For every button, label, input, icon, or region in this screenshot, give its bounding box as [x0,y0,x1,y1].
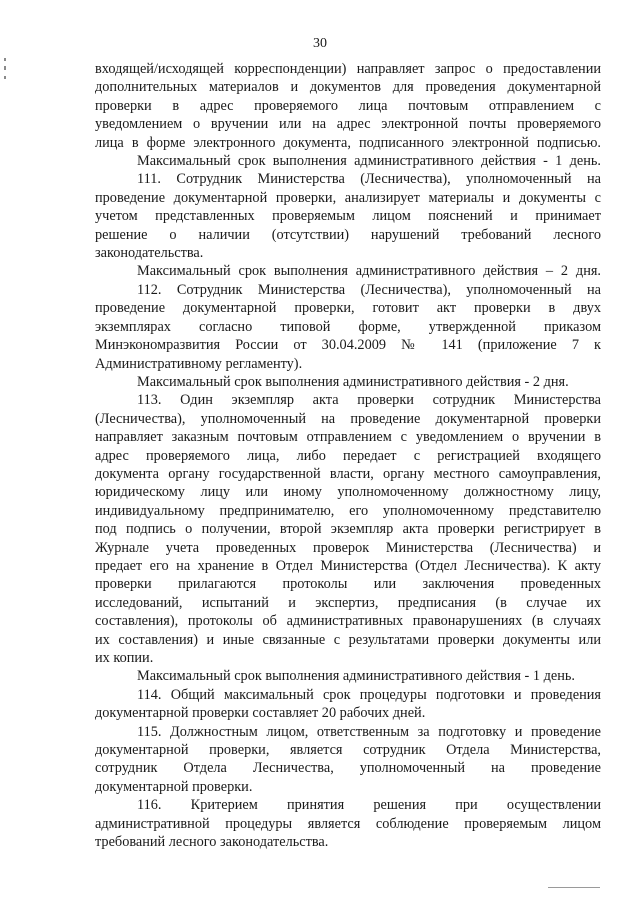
text-line: проведение документарной проверки, анализирует материалы и документы с [95,189,601,206]
text-line: составления), протоколы об административных правонарушениях (в случаях [95,613,601,630]
text-line: документарной проверки. [95,778,253,795]
text-line: требований лесного законодательства. [95,834,329,851]
text-line: Максимальный срок выполнения административного действия – 2 дня. [137,263,601,280]
text-line: проверки прилагаются протоколы или заключения проведенных [95,576,601,593]
text-line: документа органу государственной власти, органу местного самоуправления, [95,465,601,482]
text-line: Максимальный срок выполнения административного действия - 1 день. [137,668,575,685]
text-line: дополнительных материалов и документов для проведения документарной [95,79,601,96]
text-line: Журнале учета проведенных проверок Министерства (Лесничества) и [95,539,601,556]
text-line: уведомлением о вручении или на адрес электронной почты проверяемого [95,116,601,133]
text-line: 111. Сотрудник Министерства (Лесничества), уполномоченный на [137,171,601,188]
text-line: 113. Один экземпляр акта проверки сотрудник Министерства [137,392,601,409]
margin-scan-mark [4,76,6,79]
text-line: предает его на хранение в Отдел Министерства (Отдел Лесничества). К акту [95,557,601,574]
margin-scan-mark [4,58,6,61]
text-line: проверки в адрес проверяемого лица почтовым отправлением с [95,97,601,114]
text-line: направляет заказным почтовым отправлением с уведомлением о вручении в [95,429,601,446]
text-line: 114. Общий максимальный срок процедуры подготовки и проведения [137,686,601,703]
text-line: экземплярах согласно типовой форме, утвержденной приказом [95,318,601,335]
text-line: 115. Должностным лицом, ответственным за подготовку и проведение [137,723,601,740]
text-line: индивидуальному предпринимателю, его уполномоченному представителю [95,502,601,519]
text-line: их составления) и иные связанные с результатами проверки документы или [95,631,601,648]
text-line: административной процедуры является соблюдение проверяемым лицом [95,815,601,832]
text-line: Максимальный срок выполнения административного действия - 2 дня. [137,373,569,390]
footer-rule [548,887,600,888]
text-line: лица в форме электронного документа, подписанного электронной подписью. [95,134,601,151]
text-line: документарной проверки, является сотрудник Отдела Министерства, [95,742,601,759]
margin-scan-mark [4,66,6,70]
text-line: документарной проверки составляет 20 рабочих дней. [95,705,426,722]
text-line: Административному регламенту). [95,355,303,372]
text-line: решение о наличии (отсутствии) нарушений требований лесного [95,226,601,243]
text-line: исследований, испытаний и экспертиз, предписания (в случае их [95,594,601,611]
document-body [95,60,601,851]
text-line: законодательства. [95,245,204,262]
text-line: сотрудник Отдела Лесничества, уполномоченный на проведение [95,760,601,777]
text-line: под подпись о получении, второй экземпляр акта проверки регистрирует в [95,521,601,538]
text-line: входящей/исходящей корреспонденции) направляет запрос о предоставлении [95,61,601,77]
text-line: Максимальный срок выполнения административного действия - 1 день. [137,153,601,170]
page-number: 30 [313,36,327,51]
text-line: учетом представленных проверяемым лицом пояснений и принимает [95,208,601,225]
text-line: 116. Критерием принятия решения при осуществлении [137,797,601,814]
text-line: Минэкономразвития России от 30.04.2009 № 141 (приложение 7 к [95,337,601,354]
text-line: проведение документарной проверки, готовит акт проверки в двух [95,300,601,317]
text-line: их копии. [95,650,154,666]
text-line: 112. Сотрудник Министерства (Лесничества), уполномоченный на [137,281,601,298]
text-line: (Лесничества), уполномоченный на проведение документарной проверки [95,410,601,427]
text-line: юридическому лицу или иному уполномоченному должностному лицу, [95,484,601,501]
text-line: адрес проверяемого лица, либо передает с регистрацией входящего [95,447,601,464]
